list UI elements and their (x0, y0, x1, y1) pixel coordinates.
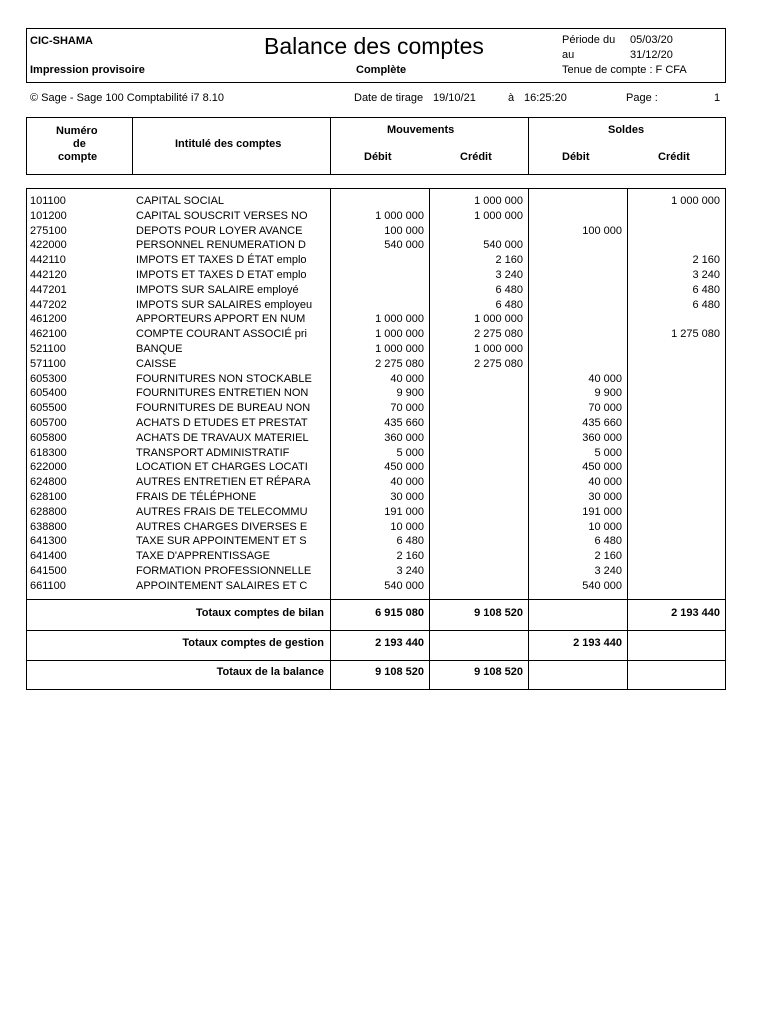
balance-credit: 1 275 080 (671, 328, 720, 341)
movement-debit: 191 000 (384, 505, 424, 518)
account-number: 422000 (30, 239, 67, 252)
account-label: DEPOTS POUR LOYER AVANCE (136, 224, 303, 237)
account-label: CAPITAL SOCIAL (136, 195, 225, 207)
account-label: PERSONNEL RENUMERATION D (136, 239, 306, 252)
movement-debit: 30 000 (390, 491, 424, 503)
movement-debit: 6 480 (396, 535, 424, 548)
print-time-label: à (508, 92, 515, 104)
movement-debit: 10 000 (390, 520, 424, 533)
table-row (26, 401, 726, 416)
table-row (26, 298, 726, 313)
account-number: 641300 (30, 535, 67, 548)
account-label: FRAIS DE TÉLÉPHONE (136, 491, 257, 503)
balance-debit: 450 000 (582, 461, 622, 474)
balance-debit: 9 900 (594, 387, 622, 400)
table-row (26, 342, 726, 357)
col-account-number-l3: compte (58, 151, 98, 163)
period-to: 31/12/20 (630, 49, 673, 61)
table-row (26, 224, 726, 239)
account-label: IMPOTS ET TAXES D ETAT emplo (136, 269, 307, 281)
account-number: 605300 (30, 372, 67, 385)
totals-separator (26, 599, 726, 600)
table-row (26, 446, 726, 461)
account-number: 605800 (30, 431, 67, 444)
total-debit: 6 915 080 (375, 607, 424, 619)
period-from: 05/03/20 (630, 34, 673, 46)
movement-debit: 450 000 (384, 461, 424, 474)
movement-credit: 1 000 000 (474, 343, 523, 355)
period-label: Période du (562, 34, 616, 46)
movement-debit: 40 000 (390, 372, 424, 385)
account-number: 618300 (30, 446, 67, 459)
total-debit: 9 108 520 (375, 666, 424, 678)
account-number: 661100 (30, 579, 66, 592)
currency-label: Tenue de compte : F CFA (562, 64, 687, 76)
table-row (26, 505, 726, 520)
balance-debit: 3 240 (594, 565, 622, 577)
movement-credit: 1 000 000 (474, 195, 523, 207)
balance-credit: 6 480 (692, 283, 720, 296)
table-row (26, 327, 726, 342)
table-row (26, 490, 726, 505)
company-name: CIC-SHAMA (30, 35, 93, 47)
table-row (26, 520, 726, 535)
print-date-label: Date de tirage (354, 92, 424, 104)
page-label: Page : (626, 92, 658, 104)
movement-credit: 6 480 (495, 298, 523, 311)
page-number: 1 (714, 92, 721, 104)
account-number: 605700 (30, 417, 67, 429)
print-time: 16:25:20 (524, 92, 567, 104)
account-number: 462100 (30, 328, 67, 341)
col-account-number-l1: Numéro (56, 125, 98, 137)
movement-credit: 1 000 000 (474, 313, 523, 326)
account-label: IMPOTS ET TAXES D ÉTAT emplo (136, 254, 307, 267)
movement-debit: 2 160 (396, 550, 424, 563)
account-number: 641400 (30, 550, 67, 563)
col-movements: Mouvements (387, 124, 455, 136)
movement-debit: 1 000 000 (375, 313, 424, 326)
account-label: APPOINTEMENT SALAIRES ET C (136, 579, 308, 592)
table-row (26, 194, 726, 209)
account-number: 275100 (30, 224, 67, 237)
account-label: TAXE D'APPRENTISSAGE (136, 550, 270, 563)
account-label: AUTRES ENTRETIEN ET RÉPARA (136, 476, 311, 489)
movement-debit: 1 000 000 (375, 209, 424, 222)
account-label: CAPITAL SOUSCRIT VERSES NO (136, 209, 308, 222)
balance-debit: 70 000 (588, 402, 622, 415)
account-label: APPORTEURS APPORT EN NUM (136, 313, 306, 326)
balance-debit: 100 000 (582, 224, 622, 237)
account-label: FOURNITURES DE BUREAU NON (136, 402, 311, 415)
total-label: Totaux de la balance (216, 666, 324, 678)
report-scope: Complète (356, 64, 407, 76)
movement-credit: 3 240 (495, 269, 523, 281)
table-row (26, 460, 726, 475)
movement-debit: 360 000 (384, 431, 424, 444)
movement-credit: 2 160 (495, 254, 523, 267)
balance-credit: 1 000 000 (671, 195, 720, 207)
col-account-label: Intitulé des comptes (175, 138, 282, 150)
col-mvt-credit: Crédit (460, 151, 492, 163)
account-label: LOCATION ET CHARGES LOCATI (136, 461, 308, 474)
total-credit: 9 108 520 (474, 607, 523, 619)
table-row (26, 431, 726, 446)
account-label: FORMATION PROFESSIONNELLE (136, 565, 312, 577)
balance-debit: 40 000 (588, 476, 622, 489)
table-row (26, 579, 726, 594)
table-row (26, 357, 726, 372)
account-label: CAISSE (136, 357, 177, 370)
account-number: 624800 (30, 476, 67, 489)
account-label: TRANSPORT ADMINISTRATIF (136, 446, 290, 459)
movement-debit: 100 000 (384, 224, 424, 237)
movement-credit: 2 275 080 (474, 357, 523, 370)
totals-separator (26, 660, 726, 661)
balance-credit: 2 160 (692, 254, 720, 267)
account-number: 641500 (30, 565, 67, 577)
account-number: 605400 (30, 387, 67, 400)
page-title: Balance des comptes (264, 33, 484, 59)
account-number: 447201 (30, 283, 67, 296)
account-number: 442120 (30, 269, 67, 281)
balance-debit: 540 000 (582, 579, 622, 592)
account-number: 622000 (30, 461, 67, 474)
account-number: 101200 (30, 209, 67, 222)
col-account-number-l2: de (73, 138, 86, 150)
table-row (26, 283, 726, 298)
movement-debit: 540 000 (384, 579, 424, 592)
table-row (26, 416, 726, 431)
account-label: IMPOTS SUR SALAIRES employeu (136, 298, 313, 311)
balance-credit: 6 480 (692, 298, 720, 311)
table-row (26, 253, 726, 268)
account-label: AUTRES CHARGES DIVERSES E (136, 520, 308, 533)
software-name: © Sage - Sage 100 Comptabilité i7 8.10 (30, 92, 225, 104)
account-number: 101100 (30, 195, 66, 207)
table-row (26, 372, 726, 387)
account-label: COMPTE COURANT ASSOCIÉ pri (136, 328, 307, 341)
movement-debit: 1 000 000 (375, 328, 424, 341)
total-scredit: 2 193 440 (671, 607, 720, 619)
movement-debit: 1 000 000 (375, 343, 424, 355)
movement-debit: 435 660 (384, 417, 424, 429)
balance-debit: 40 000 (588, 372, 622, 385)
account-number: 521100 (30, 343, 66, 355)
col-bal-debit: Débit (562, 151, 590, 163)
account-label: ACHATS D ETUDES ET PRESTAT (136, 417, 308, 429)
balance-debit: 435 660 (582, 417, 622, 429)
account-label: IMPOTS SUR SALAIRE employé (136, 283, 299, 296)
movement-credit: 1 000 000 (474, 209, 523, 222)
table-row (26, 549, 726, 564)
header-divider (528, 117, 529, 175)
totals-separator (26, 630, 726, 631)
account-number: 628100 (30, 491, 67, 503)
account-label: AUTRES FRAIS DE TELECOMMU (136, 505, 308, 518)
account-number: 638800 (30, 520, 67, 533)
table-row (26, 475, 726, 490)
account-label: BANQUE (136, 343, 183, 355)
account-number: 461200 (30, 313, 67, 326)
table-row (26, 209, 726, 224)
movement-debit: 5 000 (396, 446, 424, 459)
movement-credit: 540 000 (483, 239, 523, 252)
movement-debit: 540 000 (384, 239, 424, 252)
account-label: ACHATS DE TRAVAUX MATERIEL (136, 431, 309, 444)
table-row (26, 312, 726, 327)
total-debit: 2 193 440 (375, 637, 424, 649)
header-divider (330, 117, 331, 175)
account-number: 605500 (30, 402, 67, 415)
total-label: Totaux comptes de gestion (182, 637, 324, 649)
balance-debit: 2 160 (594, 550, 622, 563)
movement-credit: 2 275 080 (474, 328, 523, 341)
print-date: 19/10/21 (433, 92, 476, 104)
balance-debit: 191 000 (582, 505, 622, 518)
period-to-label: au (562, 49, 575, 61)
col-bal-credit: Crédit (658, 151, 690, 163)
balance-debit: 10 000 (588, 520, 622, 533)
account-number: 628800 (30, 505, 67, 518)
movement-credit: 6 480 (495, 283, 523, 296)
table-row (26, 564, 726, 579)
col-balances: Soldes (608, 124, 645, 136)
balance-debit: 6 480 (594, 535, 622, 548)
account-number: 447202 (30, 298, 67, 311)
account-label: TAXE SUR APPOINTEMENT ET S (136, 535, 307, 548)
account-number: 442110 (30, 254, 66, 267)
movement-debit: 40 000 (390, 476, 424, 489)
balance-debit: 30 000 (588, 491, 622, 503)
table-row (26, 534, 726, 549)
account-label: FOURNITURES NON STOCKABLE (136, 372, 312, 385)
table-row (26, 386, 726, 401)
table-row (26, 268, 726, 283)
movement-debit: 3 240 (396, 565, 424, 577)
col-mvt-debit: Débit (364, 151, 392, 163)
header-divider (132, 117, 133, 175)
account-number: 571100 (30, 357, 66, 370)
print-mode: Impression provisoire (30, 64, 145, 76)
balance-debit: 5 000 (594, 446, 622, 459)
balance-debit: 360 000 (582, 431, 622, 444)
total-label: Totaux comptes de bilan (195, 607, 324, 619)
movement-debit: 70 000 (390, 402, 424, 415)
movement-debit: 9 900 (396, 387, 424, 400)
total-sdebit: 2 193 440 (573, 637, 622, 649)
account-label: FOURNITURES ENTRETIEN NON (136, 387, 309, 400)
movement-debit: 2 275 080 (375, 357, 424, 370)
total-credit: 9 108 520 (474, 666, 523, 678)
table-row (26, 238, 726, 253)
balance-credit: 3 240 (692, 269, 720, 281)
